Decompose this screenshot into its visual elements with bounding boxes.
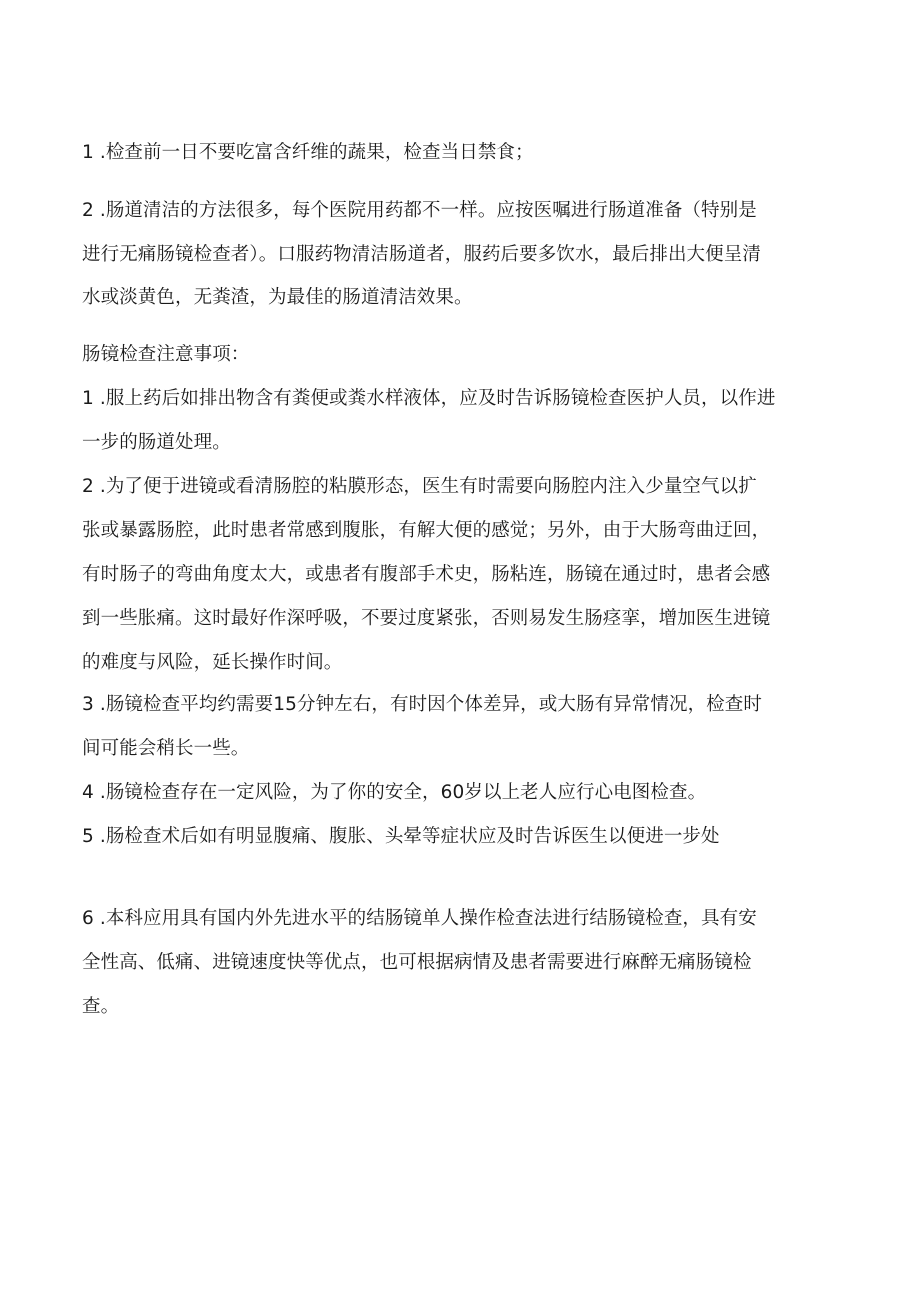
note-3-line-2: 间可能会稍长一些。 (82, 738, 250, 759)
note-2-line-3: 有时肠子的弯曲角度太大，或患者有腹部手术史，肠粘连，肠镜在通过时，患者会感 (82, 564, 771, 585)
note-2-line-4: 到一些胀痛。这时最好作深呼吸，不要过度紧张，否则易发生肠痉挛，增加医生进镜 (82, 608, 771, 629)
note-6-line-2: 全性高、低痛、进镜速度快等优点，也可根据病情及患者需要进行麻醉无痛肠镜检 (82, 952, 752, 973)
prep-item-2-line-1: 2 .肠道清洁的方法很多，每个医院用药都不一样。应按医嘱进行肠道准备（特别是 (82, 200, 757, 221)
note-2-line-1: 2 .为了便于进镜或看清肠腔的粘膜形态，医生有时需要向肠腔内注入少量空气以扩 (82, 476, 757, 497)
prep-item-2-line-2: 进行无痛肠镜检查者）。口服药物清洁肠道者，服药后要多饮水，最后排出大便呈清 (82, 244, 761, 265)
note-1-line-2: 一步的肠道处理。 (82, 432, 231, 453)
note-4-line-1: 4 .肠镜检查存在一定风险，为了你的安全，60岁以上老人应行心电图检查。 (82, 782, 707, 803)
note-3-line-1: 3 .肠镜检查平均约需要15分钟左右，有时因个体差异，或大肠有异常情况，检查时 (82, 694, 762, 715)
prep-item-2-line-3: 水或淡黄色，无粪渣，为最佳的肠道清洁效果。 (82, 287, 473, 308)
note-5-line-1: 5 .肠检查术后如有明显腹痛、腹胀、头晕等症状应及时告诉医生以便进一步处 (82, 826, 720, 847)
note-6-line-1: 6 .本科应用具有国内外先进水平的结肠镜单人操作检查法进行结肠镜检查，具有安 (82, 908, 757, 929)
prep-item-1-line-1: 1 .检查前一日不要吃富含纤维的蔬果，检查当日禁食； (82, 142, 534, 163)
note-1-line-1: 1 .服上药后如排出物含有粪便或粪水样液体，应及时告诉肠镜检查医护人员，以作进 (82, 388, 776, 409)
note-2-line-5: 的难度与风险，延长操作时间。 (82, 652, 343, 673)
note-6-line-3: 查。 (82, 996, 120, 1017)
section-heading: 肠镜检查注意事项： (82, 344, 250, 365)
note-2-line-2: 张或暴露肠腔，此时患者常感到腹胀，有解大便的感觉；另外，由于大肠弯曲迂回， (82, 520, 771, 541)
